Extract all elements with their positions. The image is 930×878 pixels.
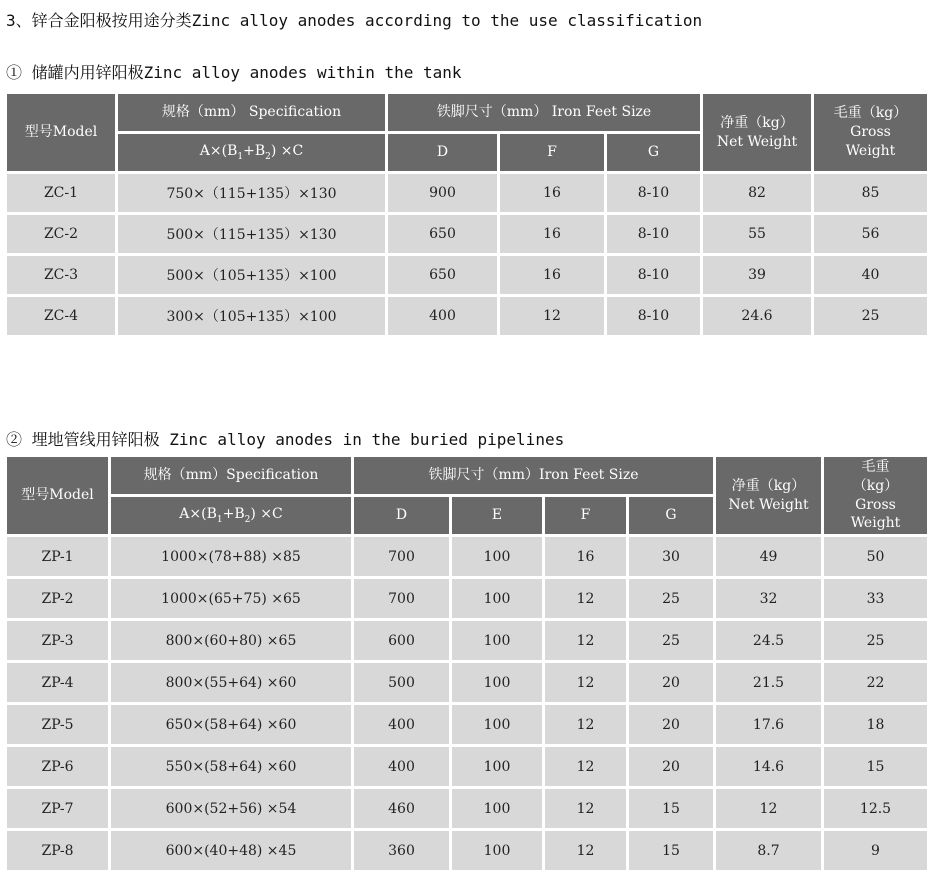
header-g: G — [629, 497, 713, 534]
header-spec-formula: $A\times(B_1+B_2) \times C$ — [118, 134, 385, 171]
table-row — [7, 789, 927, 828]
cell-d: 400 — [354, 747, 449, 786]
cell-e: 100 — [452, 705, 542, 744]
table-row — [7, 215, 927, 253]
cell-f: 12 — [545, 579, 626, 618]
cell-spec: 800×(55+64) ×60 — [111, 663, 351, 702]
cell-d: 400 — [388, 297, 497, 335]
table-row — [7, 621, 927, 660]
cell-e: 100 — [452, 747, 542, 786]
header-spec-formula: $A\times(B_1+B_2) \times C$ — [111, 497, 351, 534]
cell-net: 55 — [703, 215, 811, 253]
cell-model: ZC-1 — [7, 174, 115, 212]
cell-spec: 1000×(65+75) ×65 — [111, 579, 351, 618]
cell-model: ZC-2 — [7, 215, 115, 253]
header-gross-weight-cn: 毛重（kg） — [833, 105, 908, 122]
cell-net: 17.6 — [716, 705, 821, 744]
cell-e: 100 — [452, 579, 542, 618]
header-iron-feet-size: 铁脚尺寸（mm）Iron Feet Size — [354, 457, 713, 494]
tank-anodes-table — [4, 91, 930, 338]
cell-spec: 550×(58+64) ×60 — [111, 747, 351, 786]
header-d: D — [388, 134, 497, 171]
cell-gross: 12.5 — [824, 789, 927, 828]
header-d: D — [354, 497, 449, 534]
cell-d: 400 — [354, 705, 449, 744]
header-net-weight — [703, 94, 811, 171]
header-specification: 规格（mm）Specification — [111, 457, 351, 494]
header-f: F — [545, 497, 626, 534]
cell-f: 12 — [545, 705, 626, 744]
cell-gross: 25 — [814, 297, 927, 335]
page-title: 3、锌合金阳极按用途分类Zinc alloy anodes according to the use classification — [6, 11, 703, 30]
header-gross-weight-en2: Weight — [845, 142, 896, 159]
cell-spec: 500×（105+135）×100 — [118, 256, 385, 294]
cell-model: ZP-5 — [7, 705, 108, 744]
cell-gross: 18 — [824, 705, 927, 744]
cell-e: 100 — [452, 621, 542, 660]
cell-g: 8-10 — [607, 256, 700, 294]
cell-model: ZP-1 — [7, 537, 108, 576]
cell-gross: 85 — [814, 174, 927, 212]
header-model: 型号Model — [7, 94, 115, 171]
cell-e: 100 — [452, 663, 542, 702]
cell-f: 16 — [500, 256, 604, 294]
cell-spec: 1000×(78+88) ×85 — [111, 537, 351, 576]
cell-e: 100 — [452, 789, 542, 828]
table-row — [7, 174, 927, 212]
cell-f: 12 — [545, 789, 626, 828]
cell-net: 8.7 — [716, 831, 821, 870]
cell-spec: 300×（105+135）×100 — [118, 297, 385, 335]
cell-net: 39 — [703, 256, 811, 294]
cell-f: 16 — [500, 174, 604, 212]
cell-spec: 600×(52+56) ×54 — [111, 789, 351, 828]
cell-g: 8-10 — [607, 215, 700, 253]
header-gross-weight — [814, 94, 927, 171]
cell-gross: 40 — [814, 256, 927, 294]
cell-d: 700 — [354, 537, 449, 576]
header-gross-weight-cn2: （kg） — [852, 477, 899, 494]
cell-g: 20 — [629, 747, 713, 786]
cell-f: 16 — [500, 215, 604, 253]
cell-gross: 15 — [824, 747, 927, 786]
table-row — [7, 579, 927, 618]
header-net-weight-cn: 净重（kg） — [731, 477, 806, 494]
cell-net: 21.5 — [716, 663, 821, 702]
cell-g: 8-10 — [607, 174, 700, 212]
cell-gross: 56 — [814, 215, 927, 253]
cell-net: 12 — [716, 789, 821, 828]
header-gross-weight-cn1: 毛重 — [861, 458, 890, 475]
cell-d: 500 — [354, 663, 449, 702]
cell-d: 900 — [388, 174, 497, 212]
cell-model: ZP-2 — [7, 579, 108, 618]
cell-model: ZC-4 — [7, 297, 115, 335]
cell-e: 100 — [452, 537, 542, 576]
cell-d: 360 — [354, 831, 449, 870]
cell-g: 25 — [629, 621, 713, 660]
cell-f: 12 — [500, 297, 604, 335]
cell-model: ZP-3 — [7, 621, 108, 660]
section-2-heading: ② 埋地管线用锌阳极 Zinc alloy anodes in the buried pipelines — [6, 430, 565, 449]
cell-gross: 33 — [824, 579, 927, 618]
cell-spec: 650×(58+64) ×60 — [111, 705, 351, 744]
header-specification: 规格（mm） Specification — [118, 94, 385, 131]
pipeline-anodes-table — [4, 454, 930, 873]
section-1-heading: ① 储罐内用锌阳极Zinc alloy anodes within the tank — [6, 63, 462, 82]
cell-spec: 600×(40+48) ×45 — [111, 831, 351, 870]
header-net-weight-en: Net Weight — [716, 133, 798, 150]
table-row — [7, 297, 927, 335]
cell-spec: 800×(60+80) ×65 — [111, 621, 351, 660]
cell-net: 82 — [703, 174, 811, 212]
header-model: 型号Model — [7, 457, 108, 534]
table-row — [7, 537, 927, 576]
table-row — [7, 663, 927, 702]
header-net-weight-cn: 净重（kg） — [720, 114, 794, 131]
cell-model: ZP-7 — [7, 789, 108, 828]
header-f: F — [500, 134, 604, 171]
cell-model: ZP-4 — [7, 663, 108, 702]
header-gross-weight-en2: Weight — [850, 515, 901, 532]
cell-g: 20 — [629, 705, 713, 744]
header-gross-weight-en1: Gross — [850, 124, 891, 141]
table-row — [7, 831, 927, 870]
cell-net: 24.6 — [703, 297, 811, 335]
header-e: E — [452, 497, 542, 534]
cell-g: 15 — [629, 789, 713, 828]
cell-gross: 25 — [824, 621, 927, 660]
header-iron-feet-size: 铁脚尺寸（mm） Iron Feet Size — [388, 94, 700, 131]
header-gross-weight — [824, 457, 927, 534]
cell-g: 8-10 — [607, 297, 700, 335]
cell-d: 600 — [354, 621, 449, 660]
cell-model: ZC-3 — [7, 256, 115, 294]
table-row — [7, 705, 927, 744]
cell-net: 49 — [716, 537, 821, 576]
cell-f: 12 — [545, 831, 626, 870]
cell-model: ZP-6 — [7, 747, 108, 786]
cell-f: 12 — [545, 621, 626, 660]
cell-g: 25 — [629, 579, 713, 618]
cell-gross: 22 — [824, 663, 927, 702]
cell-spec: 750×（115+135）×130 — [118, 174, 385, 212]
header-net-weight — [716, 457, 821, 534]
cell-d: 650 — [388, 215, 497, 253]
cell-e: 100 — [452, 831, 542, 870]
header-g: G — [607, 134, 700, 171]
cell-gross: 50 — [824, 537, 927, 576]
cell-g: 20 — [629, 663, 713, 702]
table-row — [7, 256, 927, 294]
cell-g: 30 — [629, 537, 713, 576]
cell-net: 24.5 — [716, 621, 821, 660]
cell-f: 12 — [545, 747, 626, 786]
cell-d: 700 — [354, 579, 449, 618]
cell-model: ZP-8 — [7, 831, 108, 870]
header-net-weight-en: Net Weight — [728, 496, 809, 513]
cell-d: 650 — [388, 256, 497, 294]
cell-g: 15 — [629, 831, 713, 870]
cell-gross: 9 — [824, 831, 927, 870]
cell-f: 12 — [545, 663, 626, 702]
cell-f: 16 — [545, 537, 626, 576]
cell-net: 14.6 — [716, 747, 821, 786]
header-gross-weight-en1: Gross — [855, 496, 896, 513]
cell-d: 460 — [354, 789, 449, 828]
cell-net: 32 — [716, 579, 821, 618]
cell-spec: 500×（115+135）×130 — [118, 215, 385, 253]
table-row — [7, 747, 927, 786]
